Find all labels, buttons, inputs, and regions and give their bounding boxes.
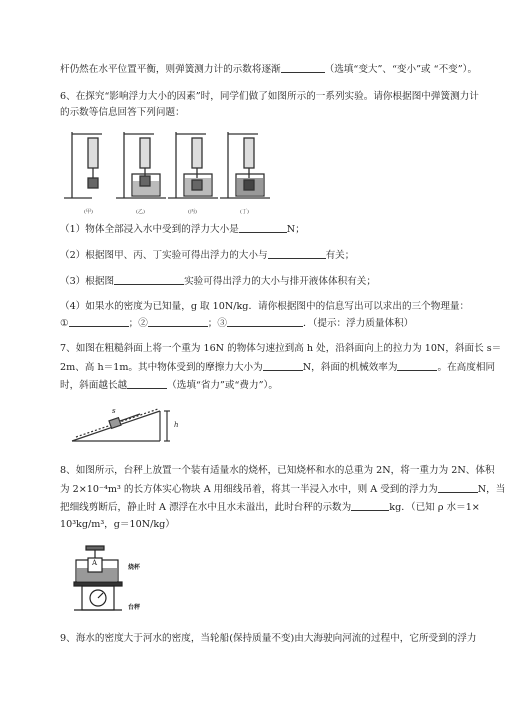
q6-sub1-text: （1）物体全部浸入水中受到的浮力大小是 (60, 224, 239, 235)
q6-figure-svg (62, 126, 277, 206)
q6-sub4-line2 (60, 316, 460, 330)
q8-beaker-label: 烧杯 (128, 564, 141, 571)
q6-sub2-tail: 有关； (325, 250, 355, 261)
q7-line2 (60, 360, 496, 374)
q6-sub2 (60, 248, 460, 262)
q6-sub4-blank3[interactable] (227, 316, 303, 327)
q7-text-d: 时，斜面越长越 (60, 380, 128, 391)
q6-sub2-text: （2）根据图甲、丙、丁实验可得出浮力的大小与 (60, 250, 268, 261)
q6-sub3-text: （3）根据图 (60, 276, 115, 287)
q6-sub4-blank2[interactable] (148, 316, 208, 327)
q6-sub4-circle3: ；③ (207, 318, 227, 329)
q6-sub4-hint: ．（提示：浮力质量体积） (302, 318, 414, 329)
q8-text-a: 为 2×10⁻⁴m³ 的长方体实心物块 A 用细线吊着，将其一半浸入水中，则 A 受到的浮力为 (60, 484, 438, 495)
q8-scale-label: 台秤 (128, 604, 141, 611)
q7-force-blank[interactable] (127, 378, 167, 389)
q7-incline-svg (70, 405, 185, 445)
q6-experiment-figure (62, 126, 277, 206)
q5-text-b: （选填“变大”、“变小”或 “不变”）。 (324, 64, 478, 75)
q6-sub4-circle2: ；② (128, 318, 148, 329)
q9-line1: 9、海水的密度大于河水的密度，当轮船(保持质量不变)由大海驶向河流的过程中，它所受到的浮力 (60, 633, 477, 644)
q5-tail-line (60, 62, 478, 76)
q8-text-c: 把细线剪断后，静止时 A 漂浮在水中且水未溢出，此时台秤的示数为 (60, 502, 352, 513)
q5-answer-blank[interactable] (281, 62, 325, 73)
q7-line1: 7、如图在粗糙斜面上将一个重为 16N 的物体匀速拉到高 h 处，沿斜面向上的拉力为 10N，斜面长 s＝ (60, 343, 502, 354)
q6-sub2-blank[interactable] (268, 248, 326, 259)
q6-sub4-circle1: ① (60, 318, 69, 329)
q6-sub4-line1: （4）如果水的密度为已知量，g 取 10N/kg．请你根据图中的信息写出可以求出的三个物理量： (60, 301, 470, 312)
q8-scale-blank[interactable] (351, 500, 389, 511)
q8-buoyancy-blank[interactable] (438, 482, 478, 493)
q7-friction-blank[interactable] (263, 360, 303, 371)
q7-efficiency-blank[interactable] (397, 360, 437, 371)
q6-caption-jia: (甲) (84, 209, 93, 215)
q6-caption-yi: (乙) (136, 209, 145, 215)
q8-scale-svg (72, 544, 177, 616)
q7-label-s: s (112, 407, 116, 415)
q8-line1: 8、如图所示，台秤上放置一个装有适量水的烧杯，已知烧杯和水的总重为 2N，将一重力为 2N、体积 (60, 465, 495, 476)
q8-scale-figure (72, 544, 177, 616)
q8-line3 (60, 500, 480, 514)
q6-caption-ding: (丁) (240, 209, 249, 215)
q8-text-d: kg．（已知 ρ 水＝1× (389, 502, 480, 513)
q7-line3 (60, 378, 460, 392)
q7-text-c: 。在高度相同 (437, 362, 496, 373)
q8-block-label: A (92, 559, 98, 567)
q6-sub3 (60, 274, 460, 288)
q5-text-a: 杆仍然在水平位置平衡，则弹簧测力计的示数将逐渐 (60, 64, 281, 75)
q7-text-e: （选填“省力”或“费力”）。 (167, 380, 278, 391)
q7-text-b: N，斜面的机械效率为 (302, 362, 398, 373)
q8-line2 (60, 482, 505, 496)
q6-sub4-blank1[interactable] (69, 316, 129, 327)
q6-intro-line1: 6、在探究“影响浮力大小的因素”时，同学们做了如图所示的一系列实验。请你根据图中弹簧测力计 (60, 91, 479, 102)
q6-sub1-unit: N； (286, 224, 305, 235)
q7-text-a: 2m、高 h＝1m。其中物体受到的摩擦力大小为 (60, 362, 263, 373)
q6-sub3-blank[interactable] (114, 274, 184, 285)
q8-line4: 10³kg/m³，g＝10N/kg） (60, 519, 175, 530)
q7-label-h: h (174, 421, 179, 429)
q6-sub3-tail: 实验可得出浮力的大小与排开液体体积有关； (184, 276, 376, 287)
q6-sub1-blank[interactable] (239, 222, 287, 233)
q8-text-b: N，当 (477, 484, 505, 495)
q6-sub1 (60, 222, 460, 236)
q7-incline-figure (70, 405, 185, 445)
q6-caption-bing: (丙) (188, 209, 197, 215)
q6-intro-line2: 的示数等信息回答下列问题： (60, 107, 185, 118)
